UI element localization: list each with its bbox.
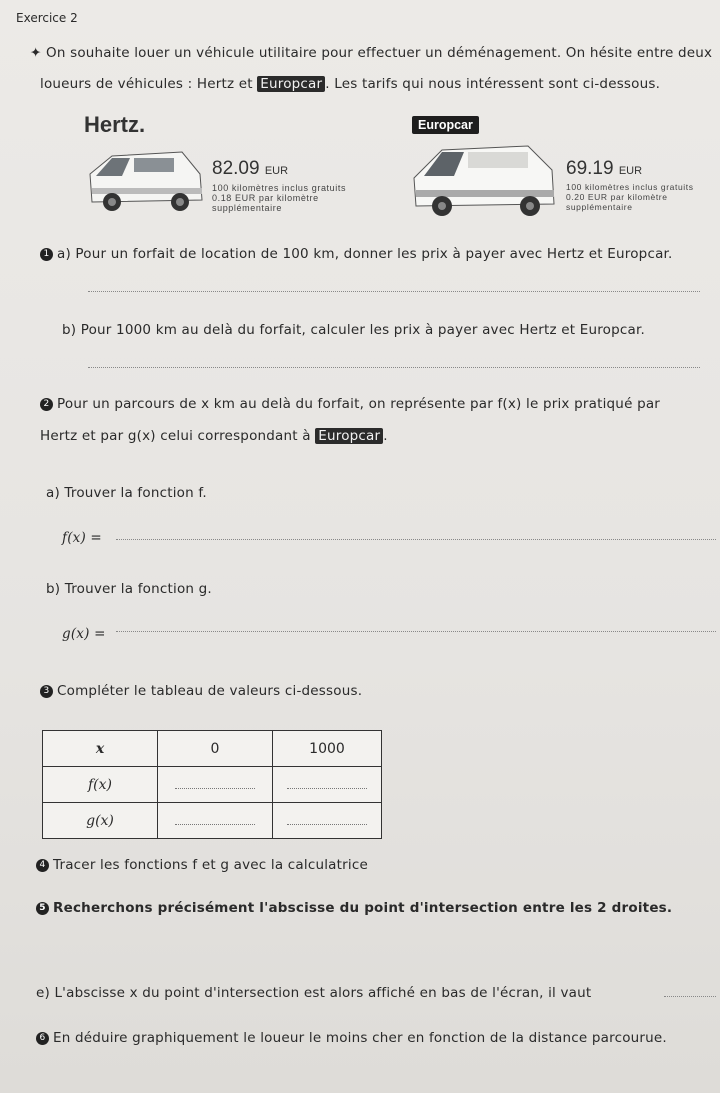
row-label-g: g(x) xyxy=(43,803,158,839)
marker-3: 3 xyxy=(40,685,53,698)
van-icon-europcar xyxy=(408,140,558,218)
marker-4: 4 xyxy=(36,859,49,872)
header-0: 0 xyxy=(158,731,273,767)
europcar-highlight: Europcar xyxy=(257,76,325,92)
cell-g-1000[interactable] xyxy=(273,803,382,839)
intro-line-2: loueurs de véhicules : Hertz et Europcar . Les tarifs qui nous intéressent sont ci-dessous. xyxy=(40,76,661,92)
question-2-line-2: Hertz et par g(x) celui correspondant à Europcar . xyxy=(40,428,388,444)
hertz-price: 82.09 EUR xyxy=(212,158,289,179)
hertz-conditions: 100 kilomètres inclus gratuits 0.18 EUR par kilomètre supplémentaire xyxy=(212,183,347,213)
answer-line-1a[interactable] xyxy=(88,291,700,292)
europcar-highlight-2: Europcar xyxy=(315,428,383,444)
marker-2: 2 xyxy=(40,398,53,411)
question-5: 5 Recherchons précisément l'abscisse du point d'intersection entre les 2 droites. xyxy=(36,900,672,916)
fx-label: f(x) = xyxy=(62,530,102,546)
gx-answer-line[interactable] xyxy=(116,631,716,632)
question-1b: b) Pour 1000 km au delà du forfait, calculer les prix à payer avec Hertz et Europcar. xyxy=(62,322,646,338)
europcar-logo: Europcar xyxy=(412,114,479,133)
exercise-title: Exercice 2 xyxy=(16,11,78,25)
fx-answer-line[interactable] xyxy=(116,539,716,540)
question-e: e) L'abscisse x du point d'intersection est alors affiché en bas de l'écran, il vaut xyxy=(36,985,592,1001)
van-icon xyxy=(82,144,207,216)
question-6: 6 En déduire graphiquement le loueur le moins cher en fonction de la distance parcourue. xyxy=(36,1030,667,1046)
values-table xyxy=(42,730,382,839)
question-1a: 1 a) Pour un forfait de location de 100 km, donner les prix à payer avec Hertz et Europcar. xyxy=(40,246,673,262)
question-2a: a) Trouver la fonction f. xyxy=(46,485,207,501)
row-label-f: f(x) xyxy=(43,767,158,803)
marker-5: 5 xyxy=(36,902,49,915)
cell-f-0[interactable] xyxy=(158,767,273,803)
intro-line-1: ✦ On souhaite louer un véhicule utilitaire pour effectuer un déménagement. On hésite entre deux xyxy=(30,45,713,61)
table-row xyxy=(43,731,382,767)
europcar-conditions: 100 kilomètres inclus gratuits 0.20 EUR par kilomètre supplémentaire xyxy=(566,182,694,212)
bullet-icon: ✦ xyxy=(30,45,47,61)
question-3: 3 Compléter le tableau de valeurs ci-dessous. xyxy=(40,683,362,699)
question-2b: b) Trouver la fonction g. xyxy=(46,581,212,597)
gx-label: g(x) = xyxy=(62,626,106,642)
marker-1: 1 xyxy=(40,248,53,261)
cell-g-0[interactable] xyxy=(158,803,273,839)
answer-line-1b[interactable] xyxy=(88,367,700,368)
question-4: 4 Tracer les fonctions f et g avec la calculatrice xyxy=(36,857,368,873)
europcar-price: 69.19 EUR xyxy=(566,158,643,179)
marker-6: 6 xyxy=(36,1032,49,1045)
header-1000: 1000 xyxy=(273,731,382,767)
table-row xyxy=(43,767,382,803)
cell-f-1000[interactable] xyxy=(273,767,382,803)
header-x: x xyxy=(43,731,158,767)
question-2: 2 Pour un parcours de x km au delà du forfait, on représente par f(x) le prix pratiqué par xyxy=(40,396,660,412)
answer-line-e[interactable] xyxy=(664,996,716,997)
hertz-logo: Hertz. xyxy=(84,112,146,137)
table-row xyxy=(43,803,382,839)
